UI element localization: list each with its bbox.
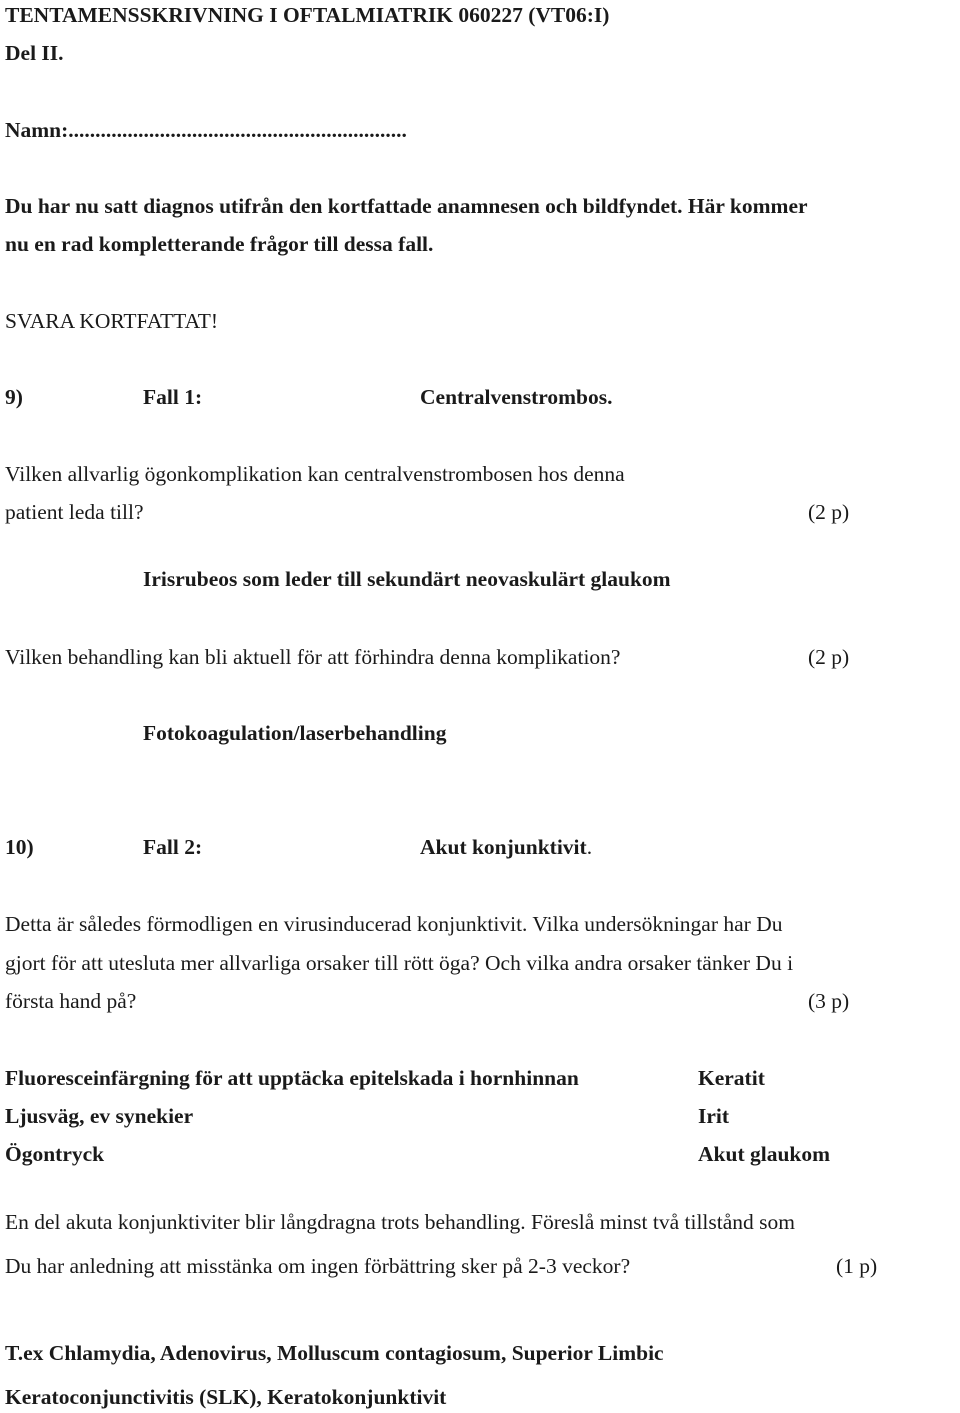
name-label: Namn:............................................................... (5, 118, 407, 142)
q10-question-1-points: (3 p) (808, 989, 850, 1013)
q9-case: Fall 1: (143, 385, 203, 409)
q9-diagnosis: Centralvenstrombos. (420, 385, 613, 409)
exam-part: Del II. (5, 41, 64, 65)
intro-line-2: nu en rad kompletterande frågor till dessa fall. (5, 232, 434, 256)
q10-number: 10) (5, 835, 34, 859)
q10-answer-row-2-exam: Ljusväg, ev synekier (5, 1104, 194, 1128)
q9-answer-1: Irisrubeos som leder till sekundärt neovaskulärt glaukom (143, 567, 671, 591)
exam-title: TENTAMENSSKRIVNING I OFTALMIATRIK 060227 (VT06:I) (5, 3, 610, 27)
q10-question-1-line-2: gjort för att utesluta mer allvarliga orsaker till rött öga? Och vilka andra orsaker tänker Du i (5, 951, 794, 975)
q9-question-2: Vilken behandling kan bli aktuell för att förhindra denna komplikation? (5, 645, 621, 669)
q9-question-1-line-1: Vilken allvarlig ögonkomplikation kan centralvenstrombosen hos denna (5, 462, 625, 486)
q10-question-1-line-1: Detta är således förmodligen en virusinducerad konjunktivit. Vilka undersökningar har Du (5, 912, 783, 936)
instruction: SVARA KORTFATTAT! (5, 309, 219, 333)
q10-answer-row-3-cause: Akut glaukom (698, 1142, 831, 1166)
q10-answer-row-3-exam: Ögontryck (5, 1142, 105, 1166)
q10-answer-row-1-cause: Keratit (698, 1066, 765, 1090)
q10-diagnosis (420, 837, 592, 859)
q10-question-2-line-1: En del akuta konjunktiviter blir långdragna trots behandling. Föreslå minst två tillstånd som (5, 1210, 795, 1234)
intro-line-1: Du har nu satt diagnos utifrån den kortfattade anamnesen och bildfyndet. Här kommer (5, 194, 808, 218)
q9-number: 9) (5, 385, 23, 409)
q10-answer-row-2-cause: Irit (698, 1104, 730, 1128)
q9-question-2-points: (2 p) (808, 645, 850, 669)
q10-question-2-line-2: Du har anledning att misstänka om ingen förbättring sker på 2-3 veckor? (5, 1254, 631, 1278)
q10-case: Fall 2: (143, 835, 203, 859)
q10-answer-row-1-exam: Fluoresceinfärgning för att upptäcka epitelskada i hornhinnan (5, 1066, 579, 1090)
q10-question-1-line-3: första hand på? (5, 989, 137, 1013)
q10-question-2-points: (1 p) (836, 1254, 878, 1278)
q10-answer-2-line-2: Keratoconjunctivitis (SLK), Keratokonjunktivit (5, 1385, 447, 1409)
q9-question-1-points: (2 p) (808, 500, 850, 524)
q10-diagnosis-text: Akut konjunktivit (420, 835, 587, 859)
q10-diagnosis-period: . (586, 835, 593, 859)
q9-answer-2: Fotokoagulation/laserbehandling (143, 721, 447, 745)
q9-question-1-line-2: patient leda till? (5, 500, 144, 524)
q10-answer-2-line-1: T.ex Chlamydia, Adenovirus, Molluscum contagiosum, Superior Limbic (5, 1341, 664, 1365)
